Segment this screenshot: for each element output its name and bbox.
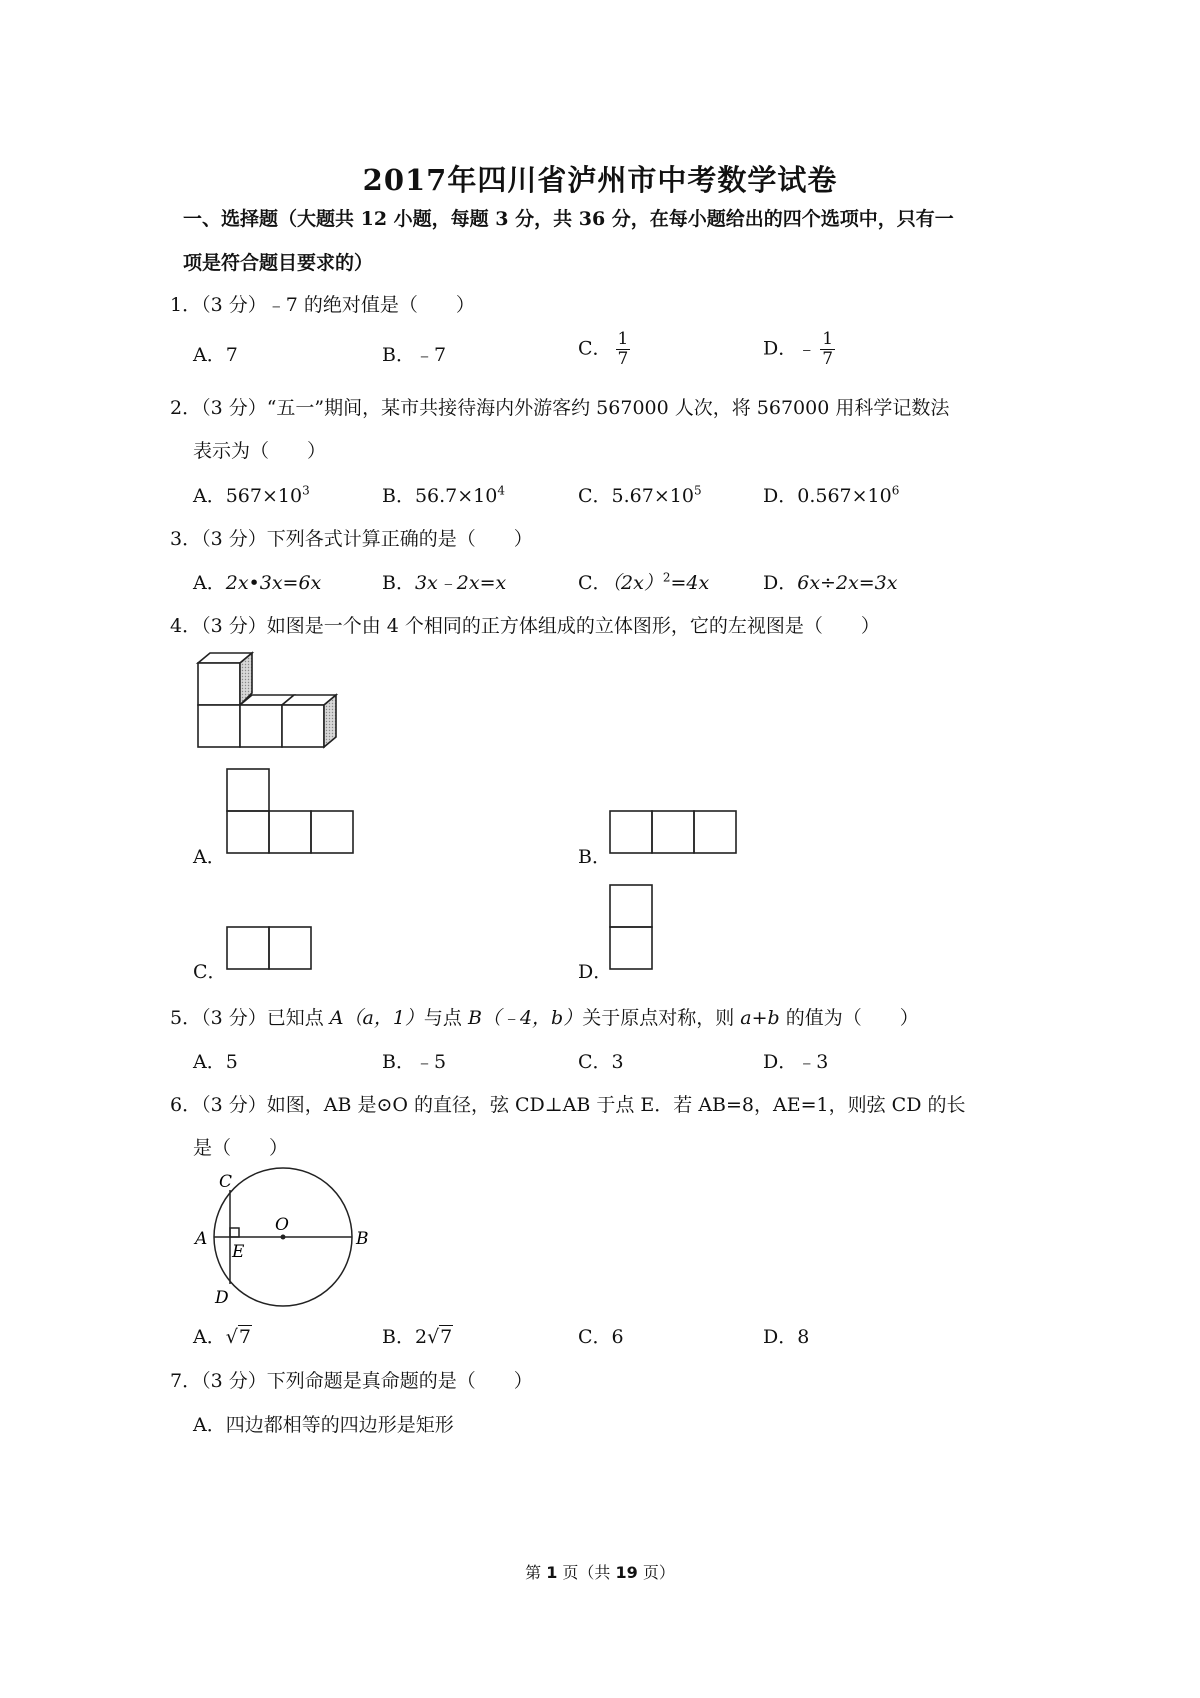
q4-option-a-label: A． (193, 846, 226, 868)
page-title: 2017年四川省泸州市中考数学试卷 (362, 163, 838, 197)
q5-stem-start: 5．（3 分）已知点 (170, 1007, 330, 1029)
q5-stem-mid: 与点 (423, 1007, 468, 1029)
q4-option-c-figure (226, 926, 316, 972)
q5-point-b-coords: （﹣4，b） (481, 1007, 583, 1029)
q7-stem: 7．（3 分）下列命题是真命题的是（ ） (170, 1370, 533, 1392)
q6-a-sqrt: √7 (225, 1326, 251, 1348)
q5-option-d: D．﹣3 (763, 1051, 829, 1073)
section-heading-line2: 项是符合题目要求的） (183, 252, 374, 274)
bottom-cube-2-front (240, 705, 282, 747)
q6-a-radicand: 7 (238, 1326, 251, 1348)
footer-page-number: 1 (546, 1563, 558, 1582)
q6-b-sqrt: √7 (427, 1326, 453, 1348)
q5-stem-end: 的值为（ ） (779, 1007, 919, 1029)
bottom-cube-3-front (282, 705, 324, 747)
q6-circle-figure (185, 1165, 380, 1315)
q1-option-b: B．﹣7 (382, 344, 447, 366)
q2-c-exponent: 5 (693, 483, 702, 498)
q4-option-d-label: D． (578, 961, 613, 983)
q2-stem-line2: 表示为（ ） (193, 440, 327, 462)
q1-option-d-label: D． (763, 337, 798, 360)
q6-b-radicand: 7 (440, 1326, 453, 1348)
footer-mid: 页（共 (557, 1563, 616, 1582)
q3-option-c (578, 568, 709, 595)
q3-a-label: A． (193, 572, 226, 594)
q3-option-a (193, 568, 321, 595)
q3-b-label: B． (382, 572, 415, 594)
q1-option-d-fraction (820, 330, 835, 369)
q1-option-a: A．7 (193, 344, 238, 366)
q3-d-label: D． (763, 572, 798, 594)
q2-b-base: B．56.7×10 (382, 485, 498, 507)
q1-option-c-fraction (616, 330, 631, 369)
q4-option-a-figure (226, 768, 356, 856)
footer-pre: 第 (525, 1563, 547, 1582)
q3-c-rest: =4x (670, 572, 710, 594)
footer-total-pages: 19 (615, 1563, 638, 1582)
q2-a-base: A．567×10 (193, 485, 303, 507)
q1-d-denominator: 7 (822, 349, 834, 369)
label-b: B (356, 1229, 369, 1249)
q2-a-exponent: 3 (302, 483, 310, 498)
q1-option-c (578, 330, 630, 369)
bottom-cube-1-front (198, 705, 240, 747)
q6-option-b (382, 1322, 453, 1349)
label-c: C (219, 1172, 233, 1192)
q6-option-d: D．8 (763, 1326, 810, 1348)
bottom-cube-3-side (324, 695, 336, 747)
q5-stem (170, 1003, 919, 1030)
q6-option-a (193, 1322, 252, 1349)
q6-b-coefficient: 2 (414, 1326, 428, 1348)
q5-point-a-coords: （a，1） (343, 1007, 424, 1029)
right-angle-mark (230, 1228, 239, 1237)
q6-b-label: B． (382, 1326, 415, 1348)
q1-c-denominator: 7 (617, 349, 629, 369)
q3-b-expr: 3x﹣2x=x (414, 572, 507, 594)
q3-stem: 3．（3 分）下列各式计算正确的是（ ） (170, 528, 533, 550)
q2-b-exponent: 4 (497, 483, 506, 498)
q3-c-label: C． (578, 572, 612, 594)
q6-stem-line1: 6．（3 分）如图，AB 是⊙O 的直径，弦 CD⊥AB 于点 E．若 AB=8，AE=1，则弦 CD 的长 (170, 1094, 966, 1116)
q1-option-c-label: C． (578, 337, 612, 360)
q5-point-b: B (467, 1007, 482, 1029)
q4-option-b-figure (609, 810, 739, 856)
q2-option-d (763, 481, 899, 508)
footer-post: 页） (637, 1563, 675, 1582)
q1-option-d (763, 330, 835, 369)
q2-c-base: C．5.67×10 (578, 485, 694, 507)
q5-option-a: A．5 (193, 1051, 238, 1073)
q3-option-d (763, 568, 898, 595)
q7-option-a: A．四边都相等的四边形是矩形 (193, 1414, 454, 1436)
q4-option-c-label: C． (193, 961, 227, 983)
q2-stem-line1: 2．（3 分）“五一”期间，某市共接待海内外游客约 567000 人次，将 567000 用科学记数法 (170, 397, 950, 419)
q1-stem: 1．（3 分）﹣7 的绝对值是（ ） (170, 294, 475, 316)
q3-a-expr: 2x•3x=6x (225, 572, 322, 594)
q2-option-b (382, 481, 505, 508)
q4-option-b-label: B． (578, 846, 611, 868)
label-d: D (215, 1288, 229, 1308)
center-point (281, 1235, 286, 1240)
q3-d-expr: 6x÷2x=3x (797, 572, 898, 594)
q5-point-a: A (329, 1007, 344, 1029)
q5-option-c: C．3 (578, 1051, 624, 1073)
q2-d-exponent: 6 (891, 483, 900, 498)
q2-option-c (578, 481, 702, 508)
label-o: O (275, 1215, 289, 1235)
q4-solid-figure (190, 645, 360, 750)
q5-sum: a+b (740, 1007, 780, 1029)
q5-stem-tail: 关于原点对称，则 (582, 1007, 741, 1029)
q1-c-numerator: 1 (617, 329, 629, 349)
q6-a-label: A． (193, 1326, 226, 1348)
q6-option-c: C．6 (578, 1326, 624, 1348)
section-heading-line1: 一、选择题（大题共 12 小题，每题 3 分，共 36 分，在每小题给出的四个选项中，只有一 (183, 208, 954, 230)
top-cube-front (198, 663, 240, 705)
q3-c-expr: （2x） (611, 572, 663, 594)
q2-d-base: D．0.567×10 (763, 485, 892, 507)
q3-option-b (382, 568, 506, 595)
q5-option-b: B．﹣5 (382, 1051, 447, 1073)
page-footer (0, 1560, 1200, 1583)
q6-stem-line2: 是（ ） (193, 1137, 289, 1159)
label-e: E (232, 1242, 245, 1262)
q2-option-a (193, 481, 310, 508)
label-a: A (195, 1229, 208, 1249)
q1-option-d-sign: ﹣ (797, 337, 817, 360)
q1-d-numerator: 1 (822, 329, 834, 349)
q4-stem: 4．（3 分）如图是一个由 4 个相同的正方体组成的立体图形，它的左视图是（ ） (170, 615, 880, 637)
q4-option-d-figure (609, 884, 655, 972)
q3-c-exponent: 2 (662, 570, 671, 585)
